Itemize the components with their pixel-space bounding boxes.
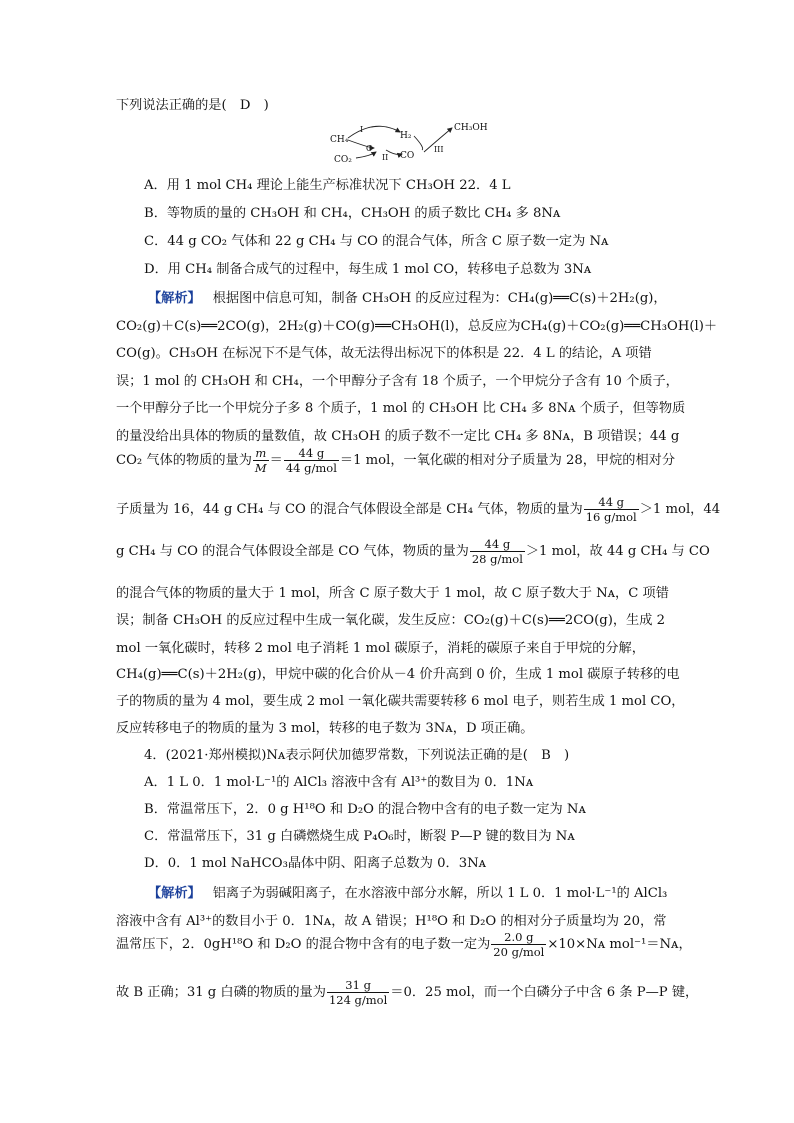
q3-analysis-line-9: mol 一氧化碳时，转移 2 mol 电子消耗 1 mol 碳原子，消耗的碳原子来自于甲烷的分解， bbox=[116, 641, 645, 656]
diagram-step-3: III bbox=[434, 145, 444, 154]
q4-formula-line-1: 温常压下，2．0gH¹⁸O 和 D₂O 的混合物中含有的电子数一定为 $\frac{2.0 g}{\text{20 g/mol}}$ ×10×Nᴀ mol⁻¹＝Nᴀ， bbox=[116, 930, 692, 959]
q3-option-a: A．用 1 mol CH₄ 理论上能生产标准状况下 CH₃OH 22．4 L bbox=[144, 178, 511, 193]
q4-stem: 4．(2021·郑州模拟)Nᴀ表示阿伏加德罗常数，下列说法正确的是( B ) bbox=[144, 748, 570, 763]
formula-text: ＝1 mol，一氧化碳的相对分子质量为 28，甲烷的相对分 bbox=[339, 453, 676, 468]
q3-analysis-line-12: 反应转移电子的物质的量为 3 mol，转移的电子数为 3Nᴀ，D 项正确。 bbox=[116, 721, 534, 736]
q4-analysis-line-2: 溶液中含有 Al³⁺的数目小于 0．1Nᴀ，故 A 错误；H¹⁸O 和 D₂O 的相对分子质量均为 20，常 bbox=[116, 914, 667, 929]
fraction: $\frac{2.0 g}{\text{20 g/mol}}$ bbox=[493, 930, 545, 959]
diagram-h2: H₂ bbox=[400, 131, 412, 141]
analysis-tag: 【解析】 bbox=[148, 291, 201, 306]
q3-analysis-line-8: 误；制备 CH₃OH 的反应过程中生成一氧化碳，发生反应：CO₂(g)＋C(s)══2CO(g)，生成 2 bbox=[116, 613, 665, 628]
q3-analysis-line-4: 误；1 mol 的 CH₃OH 和 CH₄，一个甲醇分子含有 18 个质子，一个甲烷分子含有 10 个质子， bbox=[116, 374, 679, 389]
diagram-ch4: CH₄ bbox=[330, 135, 349, 145]
q3-analysis-line-6: 的量没给出具体的物质的量数值，故 CH₃OH 的质子数不一定比 CH₄ 多 8Nᴀ，B 项错误；44 g bbox=[116, 429, 680, 444]
reaction-diagram bbox=[330, 118, 520, 166]
q4-option-c: C．常温常压下，31 g 白磷燃烧生成 P₄O₆时，断裂 P—P 键的数目为 Nᴀ bbox=[144, 829, 575, 844]
analysis-text: 根据图中信息可知，制备 CH₃OH 的反应过程为：CH₄(g)══C(s)＋2H₂(g)， bbox=[212, 291, 667, 306]
fraction: $\frac{44 g}{\text{44 g/mol}}$ bbox=[285, 446, 337, 475]
diagram-step-1: I bbox=[360, 125, 364, 134]
q4-option-d: D．0．1 mol NaHCO₃晶体中阴、阳离子总数为 0．3Nᴀ bbox=[144, 856, 487, 871]
q3-formula-line-3: g CH₄ 与 CO 的混合气体假设全部是 CO 气体，物质的量为 $\frac{44 g}{\text{28 g/mol}}$ ＞1 mol，故 44 g CH₄ 与 CO bbox=[116, 537, 710, 566]
analysis-tag: 【解析】 bbox=[148, 886, 201, 901]
q3-analysis-line-3: CO(g)。CH₃OH 在标况下不是气体，故无法得出标况下的体积是 22．4 L 的结论，A 项错 bbox=[116, 346, 652, 361]
fraction: $\frac{31 g}{\text{124 g/mol}}$ bbox=[328, 978, 388, 1007]
q3-option-d: D．用 CH₄ 制备合成气的过程中，每生成 1 mol CO，转移电子总数为 3Nᴀ bbox=[144, 262, 592, 277]
q4-analysis-line-1: 【解析】 铝离子为弱碱阳离子，在水溶液中部分水解，所以 1 L 0．1 mol·L⁻¹的 AlCl₃ bbox=[148, 886, 668, 901]
formula-text: CO₂ 气体的物质的量为 bbox=[116, 453, 252, 468]
q3-analysis-line-2: CO₂(g)＋C(s)══2CO(g)，2H₂(g)＋CO(g)══CH₃OH(l)，总反应为CH₄(g)＋CO₂(g)══CH₃OH(l)＋ bbox=[116, 319, 718, 334]
diagram-step-2: II bbox=[382, 153, 389, 162]
q3-analysis-line-7: 的混合气体的物质的量大于 1 mol，所含 C 原子数大于 1 mol，故 C 原子数大于 Nᴀ，C 项错 bbox=[116, 586, 669, 601]
diagram-ch3oh: CH₃OH bbox=[454, 123, 488, 133]
q4-option-b: B．常温常压下，2．0 g H¹⁸O 和 D₂O 的混合物中含有的电子数一定为 Nᴀ bbox=[144, 802, 586, 817]
q3-formula-line-1: CO₂ 气体的物质的量为 $\frac{m}{M}$ ＝ $\frac{44 g}{\text{44 g/mol}}$ ＝1 mol，一氧化碳的相对分子质量为 28，甲烷的相对分 bbox=[116, 446, 676, 475]
q4-formula-line-2: 故 B 正确；31 g 白磷的物质的量为 $\frac{31 g}{\text{124 g/mol}}$ ＝0．25 mol，而一个白磷分子中含 6 条 P—P 键， bbox=[116, 978, 699, 1007]
diagram-co2: CO₂ bbox=[334, 155, 352, 165]
q3-analysis-line-11: 子的物质的量为 4 mol，要生成 2 mol 一氧化碳共需要转移 6 mol 电子，则若生成 1 mol CO， bbox=[116, 694, 685, 709]
fraction: $\frac{44 g}{\text{16 g/mol}}$ bbox=[585, 495, 637, 524]
q3-analysis-line-5: 一个甲醇分子比一个甲烷分子多 8 个质子，1 mol 的 CH₃OH 比 CH₄ 多 8Nᴀ 个质子，但等物质 bbox=[116, 401, 686, 416]
q3-formula-line-2: 子质量为 16，44 g CH₄ 与 CO 的混合气体假设全部是 CH₄ 气体，物质的量为 $\frac{44 g}{\text{16 g/mol}}$ ＞1 mol，44 bbox=[116, 495, 721, 524]
q4-option-a: A．1 L 0．1 mol·L⁻¹的 AlCl₃ 溶液中含有 Al³⁺的数目为 0．1Nᴀ bbox=[144, 775, 534, 790]
fraction: $\frac{44 g}{\text{28 g/mol}}$ bbox=[471, 537, 523, 566]
diagram-c: C bbox=[366, 144, 373, 153]
q3-option-b: B．等物质的量的 CH₃OH 和 CH₄，CH₃OH 的质子数比 CH₄ 多 8Nᴀ bbox=[144, 206, 561, 221]
q3-option-c: C．44 g CO₂ 气体和 22 g CH₄ 与 CO 的混合气体，所含 C 原子数一定为 Nᴀ bbox=[144, 234, 609, 249]
q3-analysis-line-1 bbox=[148, 289, 667, 309]
q3-stem: 下列说法正确的是( D ) bbox=[116, 98, 269, 113]
fraction: $\frac{m}{M}$ bbox=[254, 446, 267, 475]
q3-analysis-line-10: CH₄(g)══C(s)＋2H₂(g)，甲烷中碳的化合价从－4 价升高到 0 价，生成 1 mol 碳原子转移的电 bbox=[116, 667, 680, 682]
diagram-co: CO bbox=[400, 151, 415, 161]
